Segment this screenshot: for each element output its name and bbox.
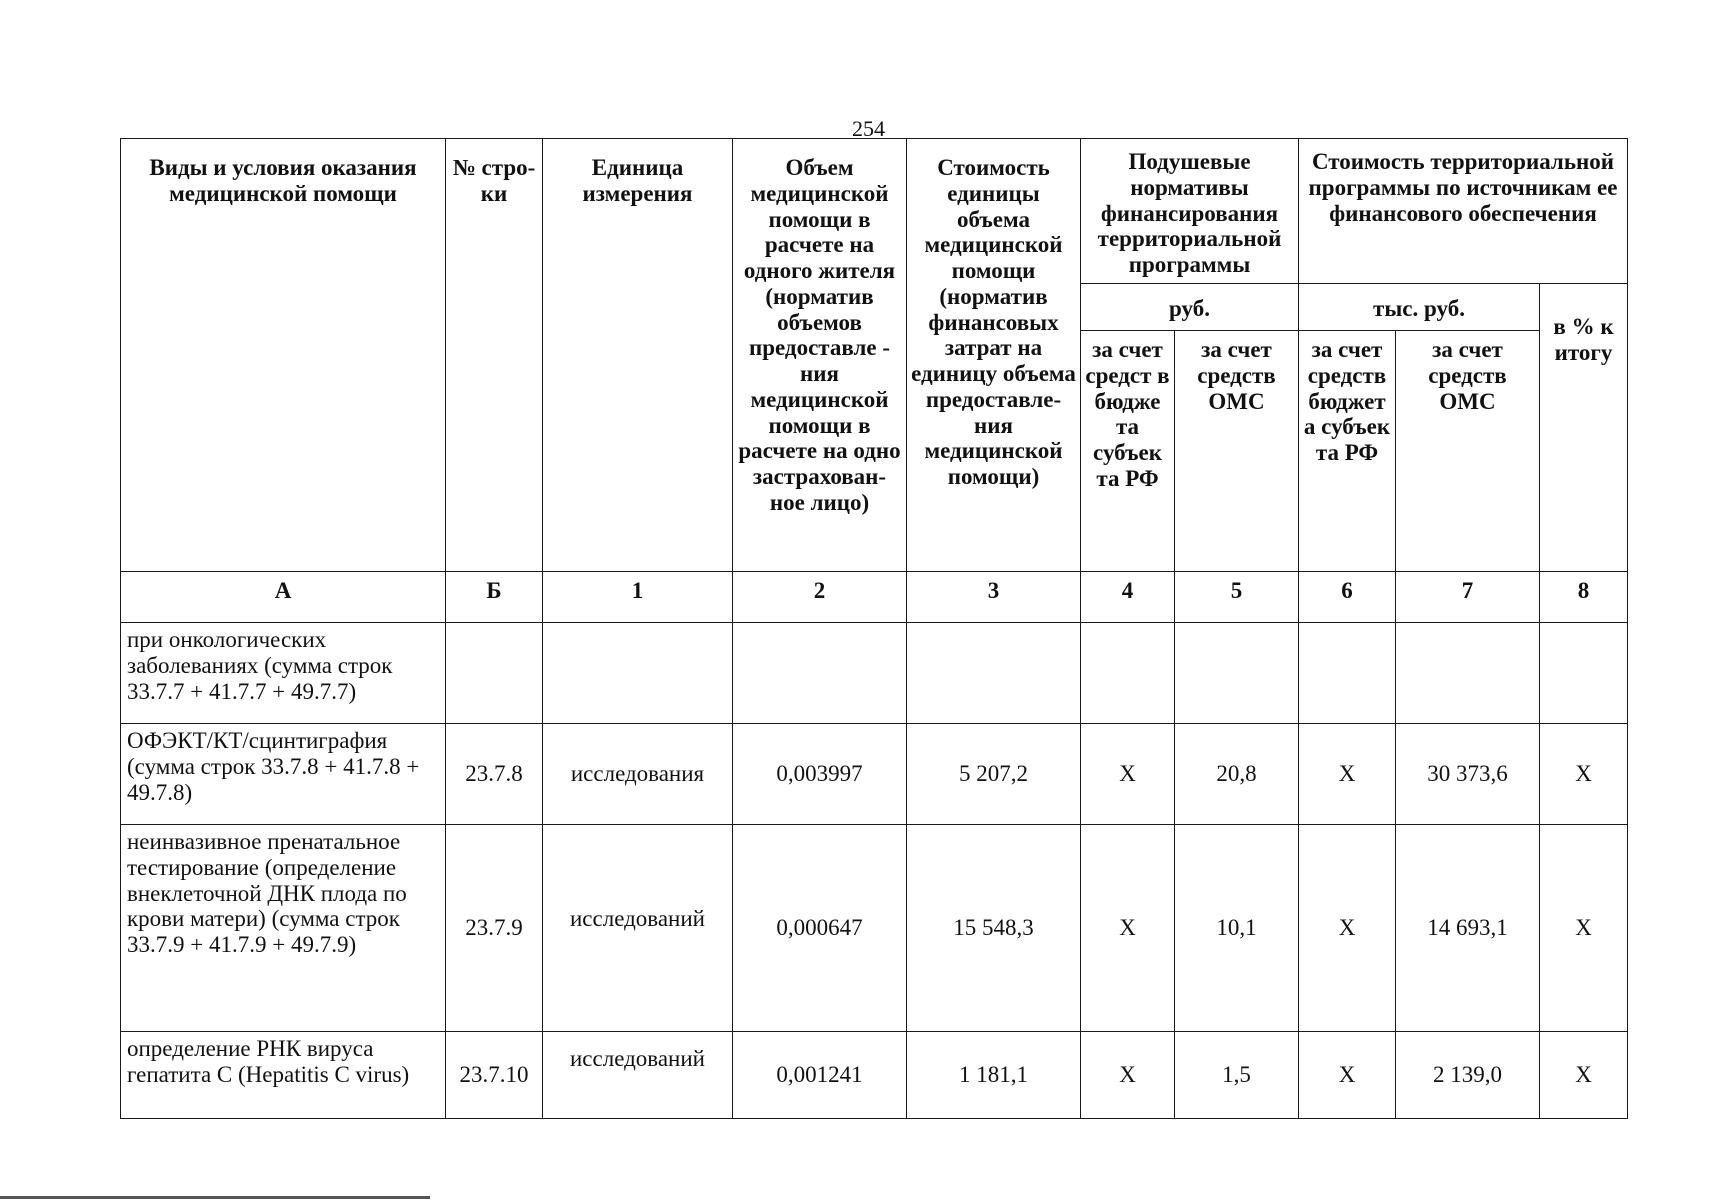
row-col-8: Х <box>1540 724 1628 825</box>
header-col-1: Единица измерения <box>543 139 733 572</box>
header-col-b: № стро-ки <box>446 139 543 572</box>
financing-table <box>120 138 1628 1119</box>
header-col-6: за счет средств бюджет а субъек та РФ <box>1299 331 1396 572</box>
header-col-8: в % к итогу <box>1540 284 1628 572</box>
table-row <box>121 623 1628 724</box>
row-unit: исследований <box>543 825 733 1032</box>
header-col-4: за счет средст в бюдже та субъек та РФ <box>1081 331 1175 572</box>
column-letters-row <box>121 572 1628 623</box>
row-name: определение РНК вируса гепатита С (Hepatitis C virus) <box>121 1032 446 1119</box>
column-letter: 4 <box>1081 572 1175 623</box>
header-col-a: Виды и условия оказания медицинской помощи <box>121 139 446 572</box>
column-letter: 7 <box>1396 572 1540 623</box>
row-col-4: Х <box>1081 1032 1175 1119</box>
row-cost: 15 548,3 <box>907 825 1081 1032</box>
row-col-7: 30 373,6 <box>1396 724 1540 825</box>
row-col-4 <box>1081 623 1175 724</box>
row-cost: 1 181,1 <box>907 1032 1081 1119</box>
column-letter: Б <box>446 572 543 623</box>
row-unit: исследования <box>543 724 733 825</box>
header-col-7: за счет средств ОМС <box>1396 331 1540 572</box>
row-cost: 5 207,2 <box>907 724 1081 825</box>
row-unit <box>543 623 733 724</box>
row-volume <box>733 623 907 724</box>
table-row <box>121 1032 1628 1119</box>
row-name: неинвазивное пренатальное тестирование (определение внеклеточной ДНК плода по крови матери) (сумма строк 33.7.9 + 41.7.9 + 49.7.9) <box>121 825 446 1032</box>
row-name: ОФЭКТ/КТ/сцинтиграфия (сумма строк 33.7.8 + 41.7.8 + 49.7.8) <box>121 724 446 825</box>
row-col-5: 10,1 <box>1175 825 1299 1032</box>
row-cost <box>907 623 1081 724</box>
header-row-1 <box>121 139 1628 284</box>
row-col-6: Х <box>1299 1032 1396 1119</box>
row-col-7 <box>1396 623 1540 724</box>
row-line-number: 23.7.8 <box>446 724 543 825</box>
row-col-7: 2 139,0 <box>1396 1032 1540 1119</box>
row-col-4: Х <box>1081 724 1175 825</box>
header-unit-rub: руб. <box>1081 284 1299 331</box>
column-letter: 6 <box>1299 572 1396 623</box>
column-letter: 3 <box>907 572 1081 623</box>
row-col-6 <box>1299 623 1396 724</box>
table-row <box>121 825 1628 1032</box>
header-unit-thousand-rub: тыс. руб. <box>1299 284 1540 331</box>
row-line-number <box>446 623 543 724</box>
scan-edge-line <box>0 1196 430 1199</box>
row-name: при онкологических заболеваниях (сумма строк 33.7.7 + 41.7.7 + 49.7.7) <box>121 623 446 724</box>
header-group-cost: Стоимость территориальной программы по источникам ее финансового обеспечения <box>1299 139 1628 284</box>
row-col-6: Х <box>1299 724 1396 825</box>
page-number: 254 <box>852 116 885 141</box>
row-volume: 0,003997 <box>733 724 907 825</box>
header-col-3: Стоимость единицы объема медицинской помощи (норматив финансовых затрат на единицу объема предоставле-ния медицинской помощи) <box>907 139 1081 572</box>
row-unit: исследований <box>543 1032 733 1119</box>
row-col-4: Х <box>1081 825 1175 1032</box>
table-row <box>121 724 1628 825</box>
row-col-5 <box>1175 623 1299 724</box>
row-col-8: Х <box>1540 825 1628 1032</box>
row-col-7: 14 693,1 <box>1396 825 1540 1032</box>
row-line-number: 23.7.10 <box>446 1032 543 1119</box>
column-letter: 1 <box>543 572 733 623</box>
row-volume: 0,001241 <box>733 1032 907 1119</box>
header-group-per-capita: Подушевые нормативы финансирования территориальной программы <box>1081 139 1299 284</box>
row-col-5: 1,5 <box>1175 1032 1299 1119</box>
header-col-5: за счет средств ОМС <box>1175 331 1299 572</box>
row-volume: 0,000647 <box>733 825 907 1032</box>
row-col-8: Х <box>1540 1032 1628 1119</box>
row-col-8 <box>1540 623 1628 724</box>
column-letter: 2 <box>733 572 907 623</box>
column-letter: 5 <box>1175 572 1299 623</box>
column-letter: 8 <box>1540 572 1628 623</box>
column-letter: А <box>121 572 446 623</box>
header-col-2: Объем медицинской помощи в расчете на одного жителя (норматив объемов предоставле - ния медицинской помощи в расчете на одно застрахован-ное лицо) <box>733 139 907 572</box>
row-col-6: Х <box>1299 825 1396 1032</box>
row-line-number: 23.7.9 <box>446 825 543 1032</box>
row-col-5: 20,8 <box>1175 724 1299 825</box>
